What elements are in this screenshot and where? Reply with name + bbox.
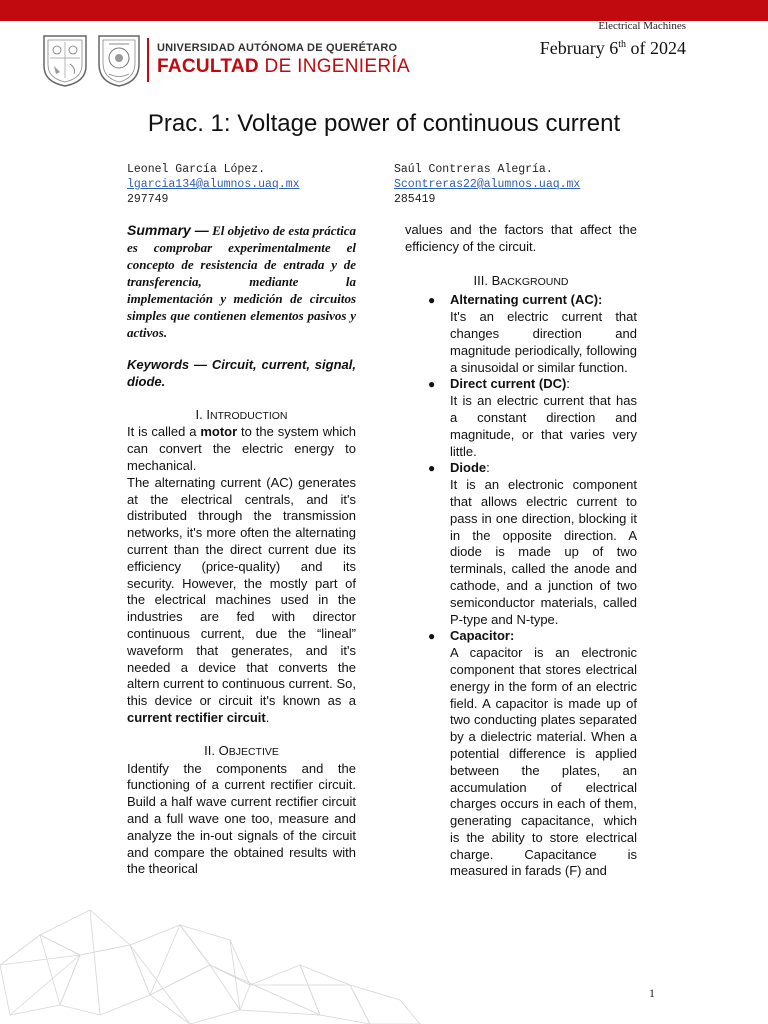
- bullet-icon: ●: [428, 629, 436, 644]
- decorative-polygon-pattern: [0, 905, 440, 1024]
- author-id: 297749: [127, 193, 169, 206]
- author-email-link[interactable]: Scontreras22@alumnos.uaq.mx: [394, 178, 581, 191]
- faculty-seal-icon: [94, 32, 144, 88]
- author-name: Leonel García López.: [127, 163, 266, 176]
- bullet-icon: ●: [428, 293, 436, 308]
- list-item: ● Diode: It is an electronic component that allows electric current to pass in one direction, blocking it in the opposite direction. A diode is made up of two terminals, called the anode and cathode, and a junction of two semiconductor materials, called P-type and N-type.: [428, 460, 637, 627]
- course-name: Electrical Machines: [598, 20, 686, 32]
- section-heading-background: III. BACKGROUND: [473, 272, 569, 288]
- summary-paragraph: Summary — El objetivo de esta práctica es comprobar experimentalmente el concepto de resistencia de entrada y de transferencia, mediante la implementación y medición de circuitos simples que contienen elementos pasivos y activos.: [127, 222, 356, 340]
- page-number: 1: [649, 986, 655, 1000]
- section-heading-objective: II. OBJECTIVE: [204, 742, 279, 758]
- list-item: ● Capacitor: A capacitor is an electronic component that stores electrical energy in the form of an electric field. A capacitor is made up of two conducting plates separated by a dielectric material. When a potential difference is applied between the plates, an accumulation of electrical charges occurs in each of them, generating capacitance, which is the ability to store electrical charge. Capacitance is measured in farads (F) and: [428, 628, 637, 879]
- bullet-icon: ●: [428, 461, 436, 476]
- bullet-icon: ●: [428, 377, 436, 392]
- university-name: UNIVERSIDAD AUTÓNOMA DE QUERÉTARO: [157, 42, 398, 54]
- author-name: Saúl Contreras Alegría.: [394, 163, 553, 176]
- author-block: [394, 162, 580, 207]
- author-id: 285419: [394, 193, 436, 206]
- author-block: [127, 162, 300, 207]
- left-column: [127, 222, 356, 878]
- introduction-paragraph: It is called a motor to the system which can convert the electric energy to mechanical.: [127, 424, 356, 473]
- header-red-bar: [0, 0, 768, 21]
- background-list: [405, 292, 637, 880]
- objective-paragraph: Identify the components and the functioning of a current rectifier circuit. Build a half wave current rectifier circuit and a full wave one too, measure and analyze the in-out signals of the circuit and compare the obtained results with the theorical: [127, 760, 356, 877]
- author-email-link[interactable]: lgarcia134@alumnos.uaq.mx: [127, 178, 300, 191]
- keywords: Keywords — Circuit, current, signal, diode.: [127, 357, 356, 389]
- university-seal-icon: [40, 32, 90, 88]
- section-heading-introduction: I. INTRODUCTION: [195, 406, 288, 422]
- document-date: February 6th of 2024: [539, 38, 686, 58]
- right-column: [405, 222, 637, 880]
- logo-divider: [147, 38, 149, 82]
- list-item: ● Alternating current (AC): It's an electric current that changes direction and magnitude periodically, following a sinusoidal or similar function.: [428, 292, 637, 375]
- faculty-name: FACULTAD DE INGENIERÍA: [157, 56, 410, 77]
- list-item: ● Direct current (DC): It is an electric current that has a constant direction and magnitude, or that varies very little.: [428, 376, 637, 459]
- paper-title: Prac. 1: Voltage power of continuous current: [147, 110, 621, 137]
- objective-paragraph-continued: values and the factors that affect the efficiency of the circuit.: [405, 222, 637, 254]
- introduction-paragraph: The alternating current (AC) generates at the electrical centrals, and it's distributed through the transmission networks, it's more often the alternating current than the direct current due its efficiency (price-quality) and its security. However, the mostly part of the electrical machines used in the industries are fed with director continuous current, due the “lineal” waveform that generates, and it's needed a device that converts the altern current to continuous current. So, this device or circuit it's known as a current rectifier circuit.: [127, 474, 356, 725]
